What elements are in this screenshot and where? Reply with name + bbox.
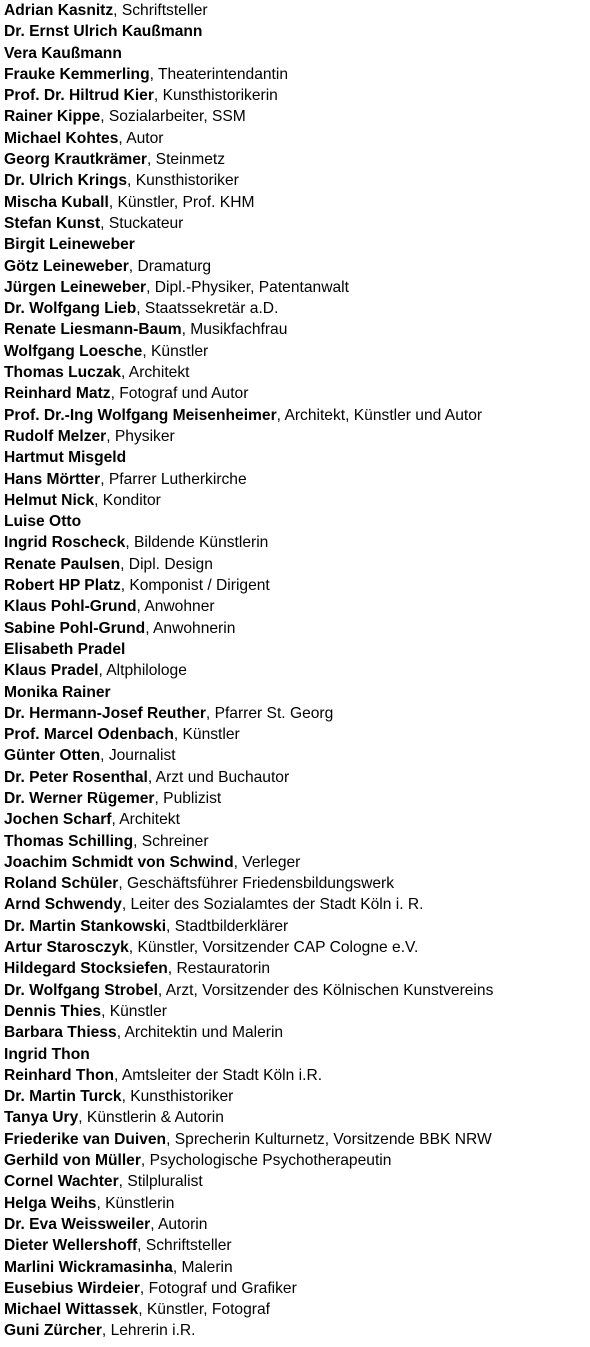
signatory-name: Friederike van Duiven bbox=[4, 1130, 167, 1148]
signatory-role: , Altphilologe bbox=[98, 662, 187, 680]
signatory-entry bbox=[4, 1235, 588, 1256]
signatory-entry bbox=[4, 916, 588, 937]
signatory-name: Hartmut Misgeld bbox=[4, 449, 127, 467]
signatory-role: , Dramaturg bbox=[128, 257, 212, 275]
signatory-entry bbox=[4, 426, 588, 447]
signatory-entry bbox=[4, 234, 588, 255]
signatory-name: Hildegard Stocksiefen bbox=[4, 960, 168, 978]
signatory-name: Reinhard Thon bbox=[4, 1066, 115, 1084]
signatory-name: Dr. Martin Stankowski bbox=[4, 917, 167, 935]
signatory-entry bbox=[4, 831, 588, 852]
signatory-name: Artur Starosczyk bbox=[4, 939, 129, 957]
signatory-entry bbox=[4, 213, 588, 234]
signatory-name: Dennis Thies bbox=[4, 1002, 102, 1020]
signatory-entry bbox=[4, 64, 588, 85]
signatory-entry bbox=[4, 1044, 588, 1065]
signatory-name: Roland Schüler bbox=[4, 875, 119, 893]
signatory-role: , Architekt, Künstler und Autor bbox=[276, 406, 483, 424]
signatory-entry bbox=[4, 618, 588, 639]
signatory-entry bbox=[4, 639, 588, 660]
signatory-name: Thomas Schilling bbox=[4, 832, 134, 850]
signatory-role: , Steinmetz bbox=[147, 151, 225, 169]
signatory-role: , Restauratorin bbox=[167, 960, 271, 978]
signatory-entry bbox=[4, 192, 588, 213]
signatory-entry bbox=[4, 341, 588, 362]
signatory-entry bbox=[4, 170, 588, 191]
signatory-name: Reinhard Matz bbox=[4, 385, 111, 403]
signatory-entry bbox=[4, 256, 588, 277]
signatory-name: Eusebius Wirdeier bbox=[4, 1279, 140, 1297]
signatory-entry bbox=[4, 1107, 588, 1128]
signatory-entry bbox=[4, 490, 588, 511]
signatory-role: , Architektin und Malerin bbox=[116, 1024, 284, 1042]
signatory-entry bbox=[4, 1171, 588, 1192]
signatory-role: , Schriftsteller bbox=[113, 2, 208, 19]
signatory-name: Michael Wittassek bbox=[4, 1301, 139, 1319]
signatory-name: Mischa Kuball bbox=[4, 193, 109, 211]
signatory-entry bbox=[4, 1214, 588, 1235]
signatory-name: Klaus Pohl-Grund bbox=[4, 598, 137, 616]
signatory-entry bbox=[4, 660, 588, 681]
signatory-role: , Leiter des Sozialamtes der Stadt Köln i. R. bbox=[121, 896, 424, 914]
signatory-entry bbox=[4, 703, 588, 724]
signatory-role: , Künstler bbox=[173, 726, 240, 744]
signatory-name: Renate Paulsen bbox=[4, 555, 121, 573]
signatory-role: , Kunsthistoriker bbox=[127, 172, 239, 190]
signatory-name: Ingrid Roscheck bbox=[4, 534, 126, 552]
signatory-role: , Kunsthistorikerin bbox=[153, 87, 278, 105]
signatory-name: Helmut Nick bbox=[4, 491, 95, 509]
signatory-name: Dr. Eva Weissweiler bbox=[4, 1215, 151, 1233]
signatory-name: Birgit Leineweber bbox=[4, 236, 135, 254]
signatory-role: , Künstlerin bbox=[96, 1194, 175, 1212]
signatory-entry bbox=[4, 980, 588, 1001]
signatory-name: Wolfgang Loesche bbox=[4, 342, 143, 360]
signatory-entry bbox=[4, 532, 588, 553]
signatory-entry bbox=[4, 873, 588, 894]
signatory-entry bbox=[4, 85, 588, 106]
signatory-name: Stefan Kunst bbox=[4, 214, 101, 232]
signatory-entry bbox=[4, 1129, 588, 1150]
signatory-entry bbox=[4, 277, 588, 298]
signatory-name: Ingrid Thon bbox=[4, 1045, 90, 1063]
signatory-name: Dr. Martin Turck bbox=[4, 1088, 122, 1106]
signatory-name: Prof. Marcel Odenbach bbox=[4, 726, 174, 744]
signatory-entry bbox=[4, 682, 588, 703]
signatory-role: , Architekt bbox=[111, 811, 180, 829]
signatory-role: , Schriftsteller bbox=[137, 1237, 232, 1255]
signatory-name: Dr. Ulrich Krings bbox=[4, 172, 128, 190]
signatory-role: , Kunsthistoriker bbox=[121, 1088, 234, 1106]
signatory-role: , Psychologische Psychotherapeutin bbox=[140, 1152, 392, 1170]
signatory-role: , Künstlerin & Autorin bbox=[78, 1109, 224, 1127]
signatory-name: Dr. Wolfgang Strobel bbox=[4, 981, 158, 999]
signatory-entry bbox=[4, 724, 588, 745]
signatory-name: Renate Liesmann-Baum bbox=[4, 321, 182, 339]
signatory-role: , Staatssekretär a.D. bbox=[136, 300, 279, 318]
signatory-entry bbox=[4, 447, 588, 468]
signatory-name: Monika Rainer bbox=[4, 683, 111, 701]
signatory-role: , Dipl.-Physiker, Patentanwalt bbox=[146, 278, 349, 296]
signatory-role: , Künstler, Prof. KHM bbox=[108, 193, 255, 211]
signatory-role: , Stuckateur bbox=[100, 214, 184, 232]
signatory-name: Adrian Kasnitz bbox=[4, 2, 114, 19]
signatory-role: , Bildende Künstlerin bbox=[125, 534, 269, 552]
signatory-role: , Anwohnerin bbox=[145, 619, 236, 637]
signatory-entry bbox=[4, 554, 588, 575]
signatory-role: , Schreiner bbox=[133, 832, 209, 850]
signatory-entry bbox=[4, 809, 588, 830]
signatory-name: Tanya Ury bbox=[4, 1109, 79, 1127]
signatory-role: , Arzt, Vorsitzender des Kölnischen Kunstvereins bbox=[157, 981, 494, 999]
signatory-entry bbox=[4, 106, 588, 127]
signatory-name: Dr. Wolfgang Lieb bbox=[4, 300, 137, 318]
signatory-entry bbox=[4, 1278, 588, 1299]
signatory-role: , Künstler bbox=[142, 342, 209, 360]
signatory-entry bbox=[4, 596, 588, 617]
signatory-entry bbox=[4, 383, 588, 404]
signatory-name: Hans Mörtter bbox=[4, 470, 101, 488]
signatory-name: Helga Weihs bbox=[4, 1194, 97, 1212]
signatory-name: Dr. Ernst Ulrich Kaußmann bbox=[4, 23, 203, 41]
signatory-entry bbox=[4, 0, 588, 21]
signatory-name: Dr. Peter Rosenthal bbox=[4, 768, 148, 786]
signatory-role: , Sprecherin Kulturnetz, Vorsitzende BBK NRW bbox=[166, 1130, 492, 1148]
signatory-role: , Architekt bbox=[120, 364, 190, 382]
signatory-name: Cornel Wachter bbox=[4, 1173, 119, 1191]
signatory-role: , Lehrerin i.R. bbox=[101, 1322, 196, 1340]
signatory-name: Jochen Scharf bbox=[4, 811, 112, 829]
signatory-name: Elisabeth Pradel bbox=[4, 640, 126, 658]
signatory-role: , Amtsleiter der Stadt Köln i.R. bbox=[114, 1066, 323, 1084]
signatory-entry bbox=[4, 405, 588, 426]
signatory-name: Jürgen Leineweber bbox=[4, 278, 147, 296]
signatory-list bbox=[4, 0, 588, 1342]
signatory-entry bbox=[4, 745, 588, 766]
signatory-entry bbox=[4, 852, 588, 873]
signatory-name: Sabine Pohl-Grund bbox=[4, 619, 146, 637]
signatory-role: , Anwohner bbox=[136, 598, 215, 616]
signatory-role: , Fotograf und Autor bbox=[110, 385, 249, 403]
signatory-entry bbox=[4, 1299, 588, 1320]
signatory-role: , Komponist / Dirigent bbox=[120, 577, 270, 595]
signatory-name: Marlini Wickramasinha bbox=[4, 1258, 173, 1276]
signatory-entry bbox=[4, 767, 588, 788]
signatory-name: Prof. Dr.-Ing Wolfgang Meisenheimer bbox=[4, 406, 277, 424]
signatory-entry bbox=[4, 958, 588, 979]
signatory-role: , Theaterintendantin bbox=[149, 65, 289, 83]
signatory-entry bbox=[4, 43, 588, 64]
signatory-name: Klaus Pradel bbox=[4, 662, 99, 680]
signatory-role: , Künstler, Vorsitzender CAP Cologne e.V. bbox=[128, 939, 419, 957]
signatory-name: Dr. Hermann-Josef Reuther bbox=[4, 704, 206, 722]
signatory-entry bbox=[4, 298, 588, 319]
signatory-entry bbox=[4, 1086, 588, 1107]
signatory-role: , Künstler bbox=[101, 1002, 167, 1020]
signatory-role: , Dipl. Design bbox=[120, 555, 213, 573]
signatory-role: , Sozialarbeiter, SSM bbox=[100, 108, 246, 126]
signatory-role: , Autorin bbox=[150, 1215, 208, 1233]
signatory-role: , Malerin bbox=[172, 1258, 233, 1276]
signatory-name: Prof. Dr. Hiltrud Kier bbox=[4, 87, 154, 105]
signatory-role: , Stadtbilderklärer bbox=[166, 917, 289, 935]
signatory-entry bbox=[4, 469, 588, 490]
signatory-name: Barbara Thiess bbox=[4, 1024, 117, 1042]
signatory-name: Vera Kaußmann bbox=[4, 44, 122, 62]
signatory-name: Robert HP Platz bbox=[4, 577, 121, 595]
signatory-role: , Pfarrer Lutherkirche bbox=[100, 470, 247, 488]
signatory-name: Götz Leineweber bbox=[4, 257, 129, 275]
signatory-entry bbox=[4, 21, 588, 42]
signatory-name: Frauke Kemmerling bbox=[4, 65, 150, 83]
signatory-role: , Geschäftsführer Friedensbildungswerk bbox=[118, 875, 394, 893]
signatory-role: , Journalist bbox=[100, 747, 176, 765]
signatory-name: Guni Zürcher bbox=[4, 1322, 102, 1340]
signatory-entry bbox=[4, 894, 588, 915]
signatory-entry bbox=[4, 319, 588, 340]
signatory-entry bbox=[4, 1193, 588, 1214]
signatory-name: Michael Kohtes bbox=[4, 129, 119, 147]
signatory-entry bbox=[4, 788, 588, 809]
signatory-name: Thomas Luczak bbox=[4, 364, 121, 382]
signatory-role: , Musikfachfrau bbox=[181, 321, 288, 339]
signatory-role: , Physiker bbox=[106, 427, 175, 445]
signatory-name: Dieter Wellershoff bbox=[4, 1237, 138, 1255]
signatory-entry bbox=[4, 362, 588, 383]
signatory-role: , Verleger bbox=[233, 853, 301, 871]
signatory-entry bbox=[4, 1150, 588, 1171]
signatory-name: Arnd Schwendy bbox=[4, 896, 122, 914]
signatory-name: Joachim Schmidt von Schwind bbox=[4, 853, 234, 871]
signatory-name: Dr. Werner Rügemer bbox=[4, 789, 155, 807]
signatory-role: , Pfarrer St. Georg bbox=[205, 704, 334, 722]
signatory-entry bbox=[4, 1320, 588, 1341]
signatory-entry bbox=[4, 1001, 588, 1022]
signatory-entry bbox=[4, 511, 588, 532]
signatory-entry bbox=[4, 1257, 588, 1278]
signatory-role: , Publizist bbox=[154, 789, 222, 807]
signatory-name: Gerhild von Müller bbox=[4, 1152, 141, 1170]
signatory-role: , Fotograf und Grafiker bbox=[139, 1279, 297, 1297]
signatory-role: , Stilpluralist bbox=[118, 1173, 203, 1191]
signatory-entry bbox=[4, 149, 588, 170]
signatory-entry bbox=[4, 575, 588, 596]
signatory-role: , Autor bbox=[118, 129, 164, 147]
signatory-name: Günter Otten bbox=[4, 747, 101, 765]
signatory-name: Georg Krautkrämer bbox=[4, 151, 147, 169]
signatory-entry bbox=[4, 1022, 588, 1043]
signatory-role: , Künstler, Fotograf bbox=[138, 1301, 270, 1319]
signatory-name: Luise Otto bbox=[4, 513, 82, 531]
signatory-entry bbox=[4, 937, 588, 958]
signatory-name: Rudolf Melzer bbox=[4, 427, 107, 445]
signatory-role: , Konditor bbox=[94, 491, 161, 509]
signatory-entry bbox=[4, 1065, 588, 1086]
signatory-name: Rainer Kippe bbox=[4, 108, 101, 126]
signatory-role: , Arzt und Buchautor bbox=[147, 768, 290, 786]
signatory-entry bbox=[4, 128, 588, 149]
